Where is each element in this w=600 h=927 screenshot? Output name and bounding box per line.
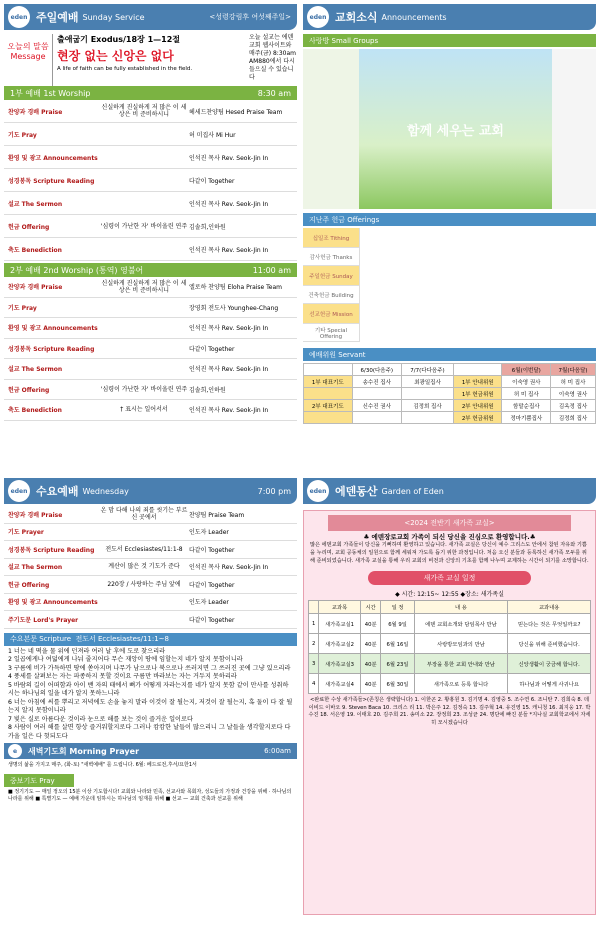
service-row (4, 541, 297, 559)
class-header (309, 601, 319, 614)
service-row (4, 215, 297, 238)
row-leader: 인석진 목사 Rev. Seok-Jin In (189, 246, 269, 254)
class-cell: 6월 30일 (381, 674, 414, 694)
class-cell: 에덴 교회소개와 담임목사 만남 (414, 614, 508, 634)
service-row (4, 192, 297, 215)
row-item: 헌금 Offering (8, 581, 50, 589)
sermon-title-en: A life of faith can be fully established in the field. (57, 66, 193, 72)
service-row (4, 318, 297, 339)
dawn-header (4, 743, 297, 759)
row-leader: 헤세드찬양팀 Hesed Praise Team (189, 108, 283, 116)
verse-line: 1 너는 네 떡을 물 위에 던져라 여러 날 후에 도로 찾으리라 (8, 647, 166, 655)
sunday-service-panel (4, 4, 297, 444)
schedule-header: 7/7(다다음주) (402, 364, 454, 376)
row-item: 헌금 Offering (8, 386, 50, 394)
row-item: 성경봉독 Scripture Reading (8, 177, 95, 185)
schedule-cell (352, 388, 402, 400)
worship1-list (4, 100, 297, 261)
verse-line: 5 바람의 길이 어떠함과 아이 밴 자의 태에서 뼈가 어떻게 자라는지를 네가 알지 못함 같이 만사를 성취하시는 하나님의 일을 네가 알지 못하느니라 (8, 681, 289, 697)
schedule-cell: 1부 안내위원 (453, 376, 502, 388)
row-item: 주기도문 Lord's Prayer (8, 616, 79, 624)
servant-label: 예배위원 Servant (303, 348, 596, 361)
row-detail: '심령이 가난한 자' 바이올린 연주 (100, 222, 188, 230)
sunday-header (4, 4, 297, 30)
service-row (4, 559, 297, 577)
class-cell: 40분 (360, 654, 381, 674)
class-header: 교과내용 (508, 601, 591, 614)
class-cell: 신앙생활이 궁금해 합니다. (508, 654, 591, 674)
service-row (4, 611, 297, 629)
schedule-cell: 김정희 집사 (402, 400, 454, 412)
eden-caption: <2024 전반기 새가족 교실> (328, 515, 571, 531)
worship1-bar (4, 86, 297, 100)
schedule-header: 6월(이번달) (502, 364, 551, 376)
class-cell: 믿는다는 것은 무엇일까요? (508, 614, 591, 634)
dawn-time: 6:00am (264, 747, 291, 755)
class-cell: 6월 16일 (381, 634, 414, 654)
row-item: 기도 Pray (8, 304, 37, 312)
welcome-body: 많은 에덴교회 가족들이 당신을 기뻐하며 환영하고 있습니다. 새가족 교실은 당신이 예수 그리스도 안에서 참된 자유와 기쁨을 누리며, 교회 공동체의 일원으로 함께 세워져 가도록 돕기 위한 과정입니다. 처음 오신 분들과 등록하신 새가족 모두를 위해 준비되었습니다. 새가족 교실을 통해 우리 교회의 비전과 신앙의 기초를 함께 나누며 교제하는 시간이 되기를 소망합니다. (310, 542, 589, 564)
wed-scripture-bar (4, 633, 297, 646)
row-item: 설교 The Sermon (8, 564, 63, 572)
class-cell: 새가족교실4 (319, 674, 361, 694)
eden-logo-icon: eden (307, 480, 329, 502)
wednesday-panel (4, 478, 297, 923)
schedule-cell: 김옥정 집사 (551, 400, 596, 412)
schedule-cell (352, 412, 402, 424)
class-cell: 6월 23일 (381, 654, 414, 674)
scripture-ref-wed: 전도서 Ecclesiastes/11:1~8 (75, 635, 170, 643)
eden-title: 에덴동산 (335, 485, 378, 498)
row-leader: 다같이 Together (189, 581, 235, 589)
row-item: 찬양과 경배 Praise (8, 511, 63, 519)
sermon-title: 현장 없는 신앙은 없다 (57, 49, 174, 63)
worship2-time: 11:00 am (252, 265, 291, 275)
service-row (4, 506, 297, 524)
class-header: 시간 (360, 601, 381, 614)
sunday-title: 주일예배 (36, 11, 79, 24)
schedule-cell: 허 미 집사 (502, 388, 551, 400)
row-leader: 김솔희,인하원 (189, 386, 226, 394)
row-item: 환영 및 광고 Announcements (8, 154, 98, 162)
class-cell: 새가족교실1 (319, 614, 361, 634)
class-cell: 당신을 위해 준비했습니다. (508, 634, 591, 654)
row-detail: 계산이 많은 것 기도가 준다 (108, 563, 180, 571)
service-row (4, 400, 297, 421)
sunday-subtitle: Sunday Service (82, 12, 145, 22)
schedule-cell: 2부 대표기도 (304, 400, 353, 412)
servant-table (303, 363, 596, 424)
row-item: 설교 The Sermon (8, 200, 63, 208)
class-cell: 부장을 통한 교회 안내와 만남 (414, 654, 508, 674)
verse-line: 4 풍세를 살펴보는 자는 파종하지 못할 것이요 구름만 바라보는 자는 거두지 못하리라 (8, 673, 237, 680)
verse-line: 8 사람이 여러 해를 살면 항상 즐거워할지로다 그러나 캄캄한 날들이 많으리니 그 날들을 생각할지로다 다가올 일은 다 헛되도다 (8, 724, 291, 740)
service-row (4, 339, 297, 360)
eden-panel (303, 478, 596, 923)
schedule-banner: 새가족 교실 일정 (368, 571, 531, 585)
row-item: 헌금 Offering (8, 223, 50, 231)
row-leader: 찬양팀 Praise Team (189, 511, 245, 519)
row-leader: 다같이 Together (189, 616, 235, 624)
service-row (4, 298, 297, 319)
row-leader: 인석진 목사 Rev. Seok-Jin In (189, 407, 269, 415)
announce-header (303, 4, 596, 30)
completed-list: <완료한 수상 새가족들>(존칭은 생략합니다) 1. 이한곤 2. 황홍원 3. 김기명 4. 김영중 5. 조수연 6. 조니탄 7. 김희숙 8. 데이비드 이바오 9. Steven Baca 10. 크리스 리 11. 박은주 12. 김정숙 13. 김주혁 14. 유진영 15. 캐니청 16. 최지웅 17. 박수진 18. 서은영 19. 이태호 20. 김주희 21. 송미소 22. 장정희 23. 조성균 24. 명단에 빠진 분들 *지나실 교회학교에서 자세히 모시겠습니다 (308, 697, 591, 726)
missionary-list (552, 49, 596, 209)
row-leader: 인석진 목사 Rev. Seok-Jin In (189, 154, 269, 162)
offerings-label: 지난주 헌금 Offerings (303, 213, 596, 226)
class-header: 내 용 (414, 601, 508, 614)
service-row (4, 277, 297, 298)
dawn-title: 새벽기도회 Morning Prayer (28, 746, 140, 756)
class-table (308, 600, 591, 694)
row-item: 기도 Prayer (8, 529, 44, 537)
schedule-cell (304, 412, 353, 424)
schedule-cell (304, 388, 353, 400)
group-list (303, 49, 359, 209)
schedule-header (453, 364, 502, 376)
welcome-line: ♣ 에덴장로교회 가족이 되신 당신을 진심으로 환영합니다.♣ (363, 533, 536, 541)
row-item: 찬양과 경배 Praise (8, 108, 63, 116)
service-row (4, 100, 297, 123)
class-time: ◆ 시간: 12:15~ 12:55 ◆장소: 새가족실 (395, 591, 504, 598)
schedule-cell: 2부 안내위원 (453, 400, 502, 412)
eden-logo-icon: e (8, 744, 22, 758)
service-row (4, 359, 297, 380)
schedule-cell: 1부 대표기도 (304, 376, 353, 388)
service-row (4, 238, 297, 261)
announce-title: 교회소식 (335, 11, 378, 24)
schedule-header: 6/30(다음주) (352, 364, 402, 376)
worship2-name: 2부 예배 2nd Worship (통역) 영불어 (10, 265, 144, 275)
schedule-cell: 송수진 집사 (352, 376, 402, 388)
schedule-header (304, 364, 353, 376)
schedule-cell (402, 412, 454, 424)
message-box (4, 34, 297, 86)
class-cell: 새가족교실2 (319, 634, 361, 654)
pray-label: 중보기도 Pray (4, 774, 74, 787)
sunday-week: <성령강림후 여섯째주일> (209, 13, 291, 21)
row-leader: 다같이 Together (189, 177, 235, 185)
eden-subtitle: Garden of Eden (381, 486, 444, 496)
row-leader: 인석진 목사 Rev. Seok-Jin In (189, 200, 269, 208)
schedule-header: 7월(다음달) (551, 364, 596, 376)
offering-item: 감사헌금 Thanks (303, 248, 359, 266)
verse-line: 7 빛은 실로 아름다운 것이라 눈으로 해를 보는 것이 즐거운 일이로다 (8, 715, 193, 723)
service-row (4, 594, 297, 612)
eden-logo-icon: eden (8, 6, 30, 28)
message-label: 오늘의 말씀 Message (7, 42, 49, 61)
class-cell: 1 (309, 614, 319, 634)
scripture-ref: 출애굽기 Exodus/18장 1—12절 (57, 35, 180, 44)
schedule-cell (402, 388, 454, 400)
service-row (4, 146, 297, 169)
verse-line: 2 일곱에게나 여덟에게 나눠 줄지어다 무슨 재앙이 땅에 임할는지 네가 알지 못함이니라 (8, 656, 243, 663)
schedule-cell: 최광일집사 (402, 376, 454, 388)
verse-line: 6 너는 아침에 씨를 뿌리고 저녁에도 손을 놓지 말라 이것이 잘 될는지, 저것이 잘 될는지, 혹 둘이 다 잘 될는지 알지 못함이니라 (8, 698, 293, 714)
wed-subtitle: Wednesday (82, 486, 129, 496)
row-leader: 인도자 Leader (189, 529, 229, 537)
small-groups-area (303, 49, 596, 209)
offering-item: 십일조 Tithing (303, 228, 359, 248)
row-detail: 온 맘 다해 나의 죄를 씻기는 부르신 곳에서 (100, 507, 188, 522)
small-groups-label: 사랑방 Small Groups (303, 34, 596, 47)
group-banner: 함께 세우는 교회 (359, 49, 552, 209)
class-cell: 하나님과 어떻게 사귀나요 (508, 674, 591, 694)
class-cell: 2 (309, 634, 319, 654)
schedule-cell: 2부 헌금위원 (453, 412, 502, 424)
eden-header (303, 478, 596, 504)
row-item: 성경봉독 Scripture Reading (8, 546, 95, 554)
row-leader: 인석진 목사 Rev. Seok-Jin In (189, 325, 269, 333)
row-leader: 인도자 Leader (189, 599, 229, 607)
row-leader: 인석진 목사 Rev. Seok-Jin In (189, 366, 269, 374)
row-leader: 다같이 Together (189, 345, 235, 353)
eden-logo-icon: eden (307, 6, 329, 28)
row-item: 성경봉독 Scripture Reading (8, 345, 95, 353)
row-leader: 장영회 전도사 Younghee-Chang (189, 304, 279, 312)
dawn-note: 생명의 삶을 가지고 매주, (화-토) "새벽예배" 를 드립니다. 6월: 베드로전,후서/요한1서 (8, 762, 197, 768)
class-header: 일 정 (381, 601, 414, 614)
row-leader: 김솔희,인하원 (189, 223, 226, 231)
eden-box (303, 510, 596, 915)
row-detail: 220장 / 사랑하는 주님 앞에 (107, 580, 181, 588)
class-cell: 4 (309, 674, 319, 694)
class-cell: 3 (309, 654, 319, 674)
worship1-name: 1부 예배 1st Worship (10, 88, 91, 98)
service-row (4, 380, 297, 401)
offering-item: 기타 Special Offering (303, 324, 359, 342)
wed-header (4, 478, 297, 504)
row-detail: 신실하게 진실하게 저 많은 이 세상은 비 준비하시니 (101, 279, 187, 294)
worship2-list (4, 277, 297, 421)
verse-line: 3 구름에 비가 가득하면 땅에 쏟아지며 나무가 남으로나 북으로나 쓰러지면 그 쓰러진 곳에 그냥 있으리라 (8, 664, 291, 672)
schedule-cell: 함말순집사 (502, 400, 551, 412)
row-leader: 다같이 Together (189, 546, 235, 554)
offerings-table (303, 228, 596, 342)
schedule-cell: 이숙영 권사 (551, 388, 596, 400)
class-cell: 사랑방모임과의 만남 (414, 634, 508, 654)
row-item: 찬양과 경배 Praise (8, 284, 63, 292)
worship1-time: 8:30 am (257, 88, 291, 98)
row-leader: 엘로하 찬양팀 Eloha Praise Team (189, 284, 283, 292)
wed-time: 7:00 pm (257, 486, 291, 496)
worship2-bar (4, 263, 297, 277)
schedule-cell: 김정희 집사 (551, 412, 596, 424)
wed-list (4, 506, 297, 629)
row-item: 환영 및 광고 Announcements (8, 599, 98, 607)
row-leader: 인석진 목사 Rev. Seok-Jin In (189, 564, 269, 572)
class-cell: 40분 (360, 614, 381, 634)
class-cell: 40분 (360, 674, 381, 694)
prayer-text: ■ 정기기도 — 매일 정오의 15분 이상 기도합시다! 교회와 나라와 민족, 선교사와 목회자, 성도들의 가정과 건강을 위해 · 하나님의 나라를 위해 ■ 특별기도 — 예배 가운데 임하시는 하나님의 임재를 위해 ■ 선교 — 교회 건축과 선교를 위해 (8, 789, 292, 802)
row-detail: 전도서 Ecclesiastes/11:1-8 (105, 545, 183, 553)
class-cell: 새가족교실3 (319, 654, 361, 674)
class-header: 교과목 (319, 601, 361, 614)
row-item: 환영 및 광고 Announcements (8, 325, 98, 333)
class-cell: 40분 (360, 634, 381, 654)
verses (4, 646, 297, 744)
wed-title: 수요예배 (36, 485, 79, 498)
row-item: 축도 Benediction (8, 407, 62, 415)
row-item: 설교 The Sermon (8, 366, 63, 374)
schedule-cell: 이숙영 권사 (502, 376, 551, 388)
schedule-cell: 허 미 집사 (551, 376, 596, 388)
row-item: 기도 Pray (8, 131, 37, 139)
row-item: 축도 Benediction (8, 246, 62, 254)
offering-item: 건축헌금 Building (303, 286, 359, 304)
row-detail: † 표시는 일어서서 (120, 406, 168, 414)
radio-note: 오늘 설교는 에덴교회 웹사이트와 매주(금) 8:30am AM880에서 다시 들으실 수 있습니다 (249, 34, 296, 81)
service-row (4, 123, 297, 146)
row-detail: '심령이 가난한 자' 바이올린 연주 (100, 385, 188, 393)
row-leader: 허 미집사 Mi Hur (189, 131, 236, 139)
schedule-cell: 신수진 권사 (352, 400, 402, 412)
service-row (4, 169, 297, 192)
class-cell: 6월 9일 (381, 614, 414, 634)
announcements-panel (303, 4, 596, 444)
schedule-cell: 정마기쁨집사 (502, 412, 551, 424)
schedule-cell: 1부 헌금위원 (453, 388, 502, 400)
row-detail: 신실하게 진실하게 저 많은 이 세상은 비 준비하시니 (101, 104, 187, 118)
class-cell: 새가족으로 등록 합니다 (414, 674, 508, 694)
service-row (4, 576, 297, 594)
offering-item: 주일헌금 Sunday (303, 266, 359, 286)
service-row (4, 524, 297, 542)
scripture-label: 수요본문 Scripture (10, 635, 72, 643)
offering-item: 선교헌금 Mission (303, 304, 359, 324)
announce-subtitle: Announcements (381, 12, 447, 22)
eden-logo-icon: eden (8, 480, 30, 502)
